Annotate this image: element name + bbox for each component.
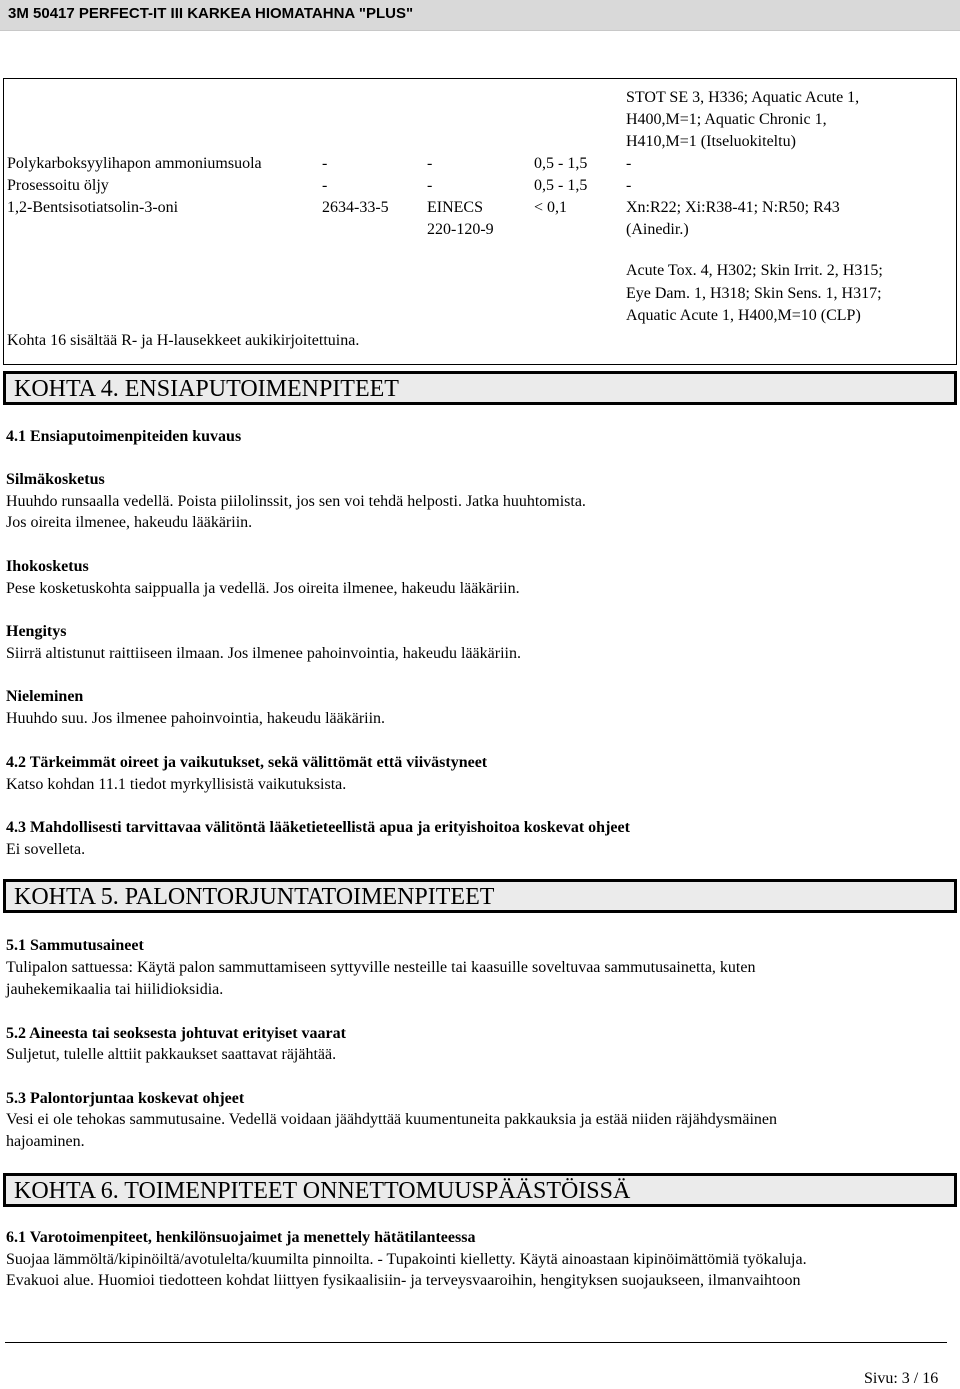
subsection-heading: 6.1 Varotoimenpiteet, henkilönsuojaimet ja menettely hätätilanteessa [6,1229,476,1246]
paragraph: Jos oireita ilmenee, hakeudu lääkäriin. [6,514,253,531]
section-5-header [3,879,957,913]
page-number: Sivu: 3 / 16 [864,1370,939,1387]
percent-range: 0,5 - 1,5 [534,177,588,194]
subsection-heading: 5.2 Aineesta tai seoksesta johtuvat erityiset vaarat [6,1025,346,1042]
section-6-title: KOHTA 6. TOIMENPITEET ONNETTOMUUSPÄÄSTÖISSÄ [14,1178,631,1204]
classification-cell: (Ainedir.) [626,221,689,238]
paragraph: Ei sovelleta. [6,841,86,858]
cas-number: 2634-33-5 [322,199,389,216]
subsection-heading: 5.3 Palontorjuntaa koskevat ohjeet [6,1090,245,1107]
component-name: 1,2-Bentsisotiatsolin-3-oni [7,199,179,216]
ec-number: - [427,177,433,194]
paragraph: Huuhdo suu. Jos ilmenee pahoinvointia, hakeudu lääkäriin. [6,710,386,727]
clp-classification: Aquatic Acute 1, H400,M=10 (CLP) [626,307,861,324]
cas-number: - [322,177,328,194]
paragraph: Suojaa lämmöltä/kipinöiltä/avotulelta/kuumilta pinnoilta. - Tupakointi kielletty. Käytä ainoastaan kipinöimättömiä työkaluja. [6,1251,807,1268]
ec-number: 220-120-9 [427,221,494,238]
paragraph: Pese kosketuskohta saippualla ja vedellä. Jos oireita ilmenee, hakeudu lääkäriin. [6,580,520,597]
classification-cell: Xn:R22; Xi:R38-41; N:R50; R43 [626,199,840,216]
table-note: Kohta 16 sisältää R- ja H-lausekkeet aukikirjoitettuina. [7,332,360,349]
subsection-heading: Silmäkosketus [6,471,105,488]
percent-range: 0,5 - 1,5 [534,155,588,172]
section-5-title: KOHTA 5. PALONTORJUNTATOIMENPITEET [14,884,495,910]
document-title: 3M 50417 PERFECT-IT III KARKEA HIOMATAHNA "PLUS" [8,5,414,22]
section-4-header [3,371,957,405]
clp-classification: Eye Dam. 1, H318; Skin Sens. 1, H317; [626,285,882,302]
ec-number: EINECS [427,199,483,216]
subsection-heading: 5.1 Sammutusaineet [6,937,144,954]
component-name: Polykarboksyylihapon ammoniumsuola [7,155,262,172]
clp-classification: Acute Tox. 4, H302; Skin Irrit. 2, H315; [626,262,883,279]
section-6-header [3,1173,957,1207]
paragraph: Evakuoi alue. Huomioi tiedotteen kohdat liittyen fysikaalisiin- ja terveysvaaroihin, hengityksen suojaukseen, ilmanvaihtoon [6,1272,801,1289]
subsection-heading: 4.3 Mahdollisesti tarvittavaa välitöntä lääketieteellistä apua ja erityishoitoa koskevat ohjeet [6,819,630,836]
classification-cell: H410,M=1 (Itseluokiteltu) [626,133,796,150]
paragraph: Suljetut, tulelle alttiit pakkaukset saattavat räjähtää. [6,1046,337,1063]
paragraph: jauhekemikaalia tai hiilidioksidia. [6,981,224,998]
paragraph: Huuhdo runsaalla vedellä. Poista piilolinssit, jos sen voi tehdä helposti. Jatka huuhtomista. [6,493,586,510]
subsection-heading: 4.1 Ensiaputoimenpiteiden kuvaus [6,428,242,445]
subsection-heading: 4.2 Tärkeimmät oireet ja vaikutukset, sekä välittömät että viivästyneet [6,754,488,771]
paragraph: Tulipalon sattuessa: Käytä palon sammuttamiseen syttyville nesteille tai kaasuille soveltuvaa sammutusainetta, kuten [6,959,756,976]
classification-cell: STOT SE 3, H336; Aquatic Acute 1, [626,89,860,106]
subsection-heading: Ihokosketus [6,558,89,575]
cas-number: - [322,155,328,172]
paragraph: Vesi ei ole tehokas sammutusaine. Vedellä voidaan jäähdyttää kuumentuneita pakkauksia ja estää niiden räjähdysmäinen [6,1111,778,1128]
paragraph: Siirrä altistunut raittiiseen ilmaan. Jos ilmenee pahoinvointia, hakeudu lääkäriin. [6,645,521,662]
subsection-heading: Nieleminen [6,688,84,705]
footer-divider [5,1342,947,1343]
paragraph: Katso kohdan 11.1 tiedot myrkyllisistä vaikutuksista. [6,776,347,793]
classification-cell: - [626,155,632,172]
paragraph: hajoaminen. [6,1133,85,1150]
subsection-heading: Hengitys [6,623,67,640]
ec-number: - [427,155,433,172]
document-header [0,0,960,31]
component-name: Prosessoitu öljy [7,177,109,194]
percent-range: < 0,1 [534,199,568,216]
classification-cell: H400,M=1; Aquatic Chronic 1, [626,111,827,128]
classification-cell: - [626,177,632,194]
section-4-title: KOHTA 4. ENSIAPUTOIMENPITEET [14,376,399,402]
